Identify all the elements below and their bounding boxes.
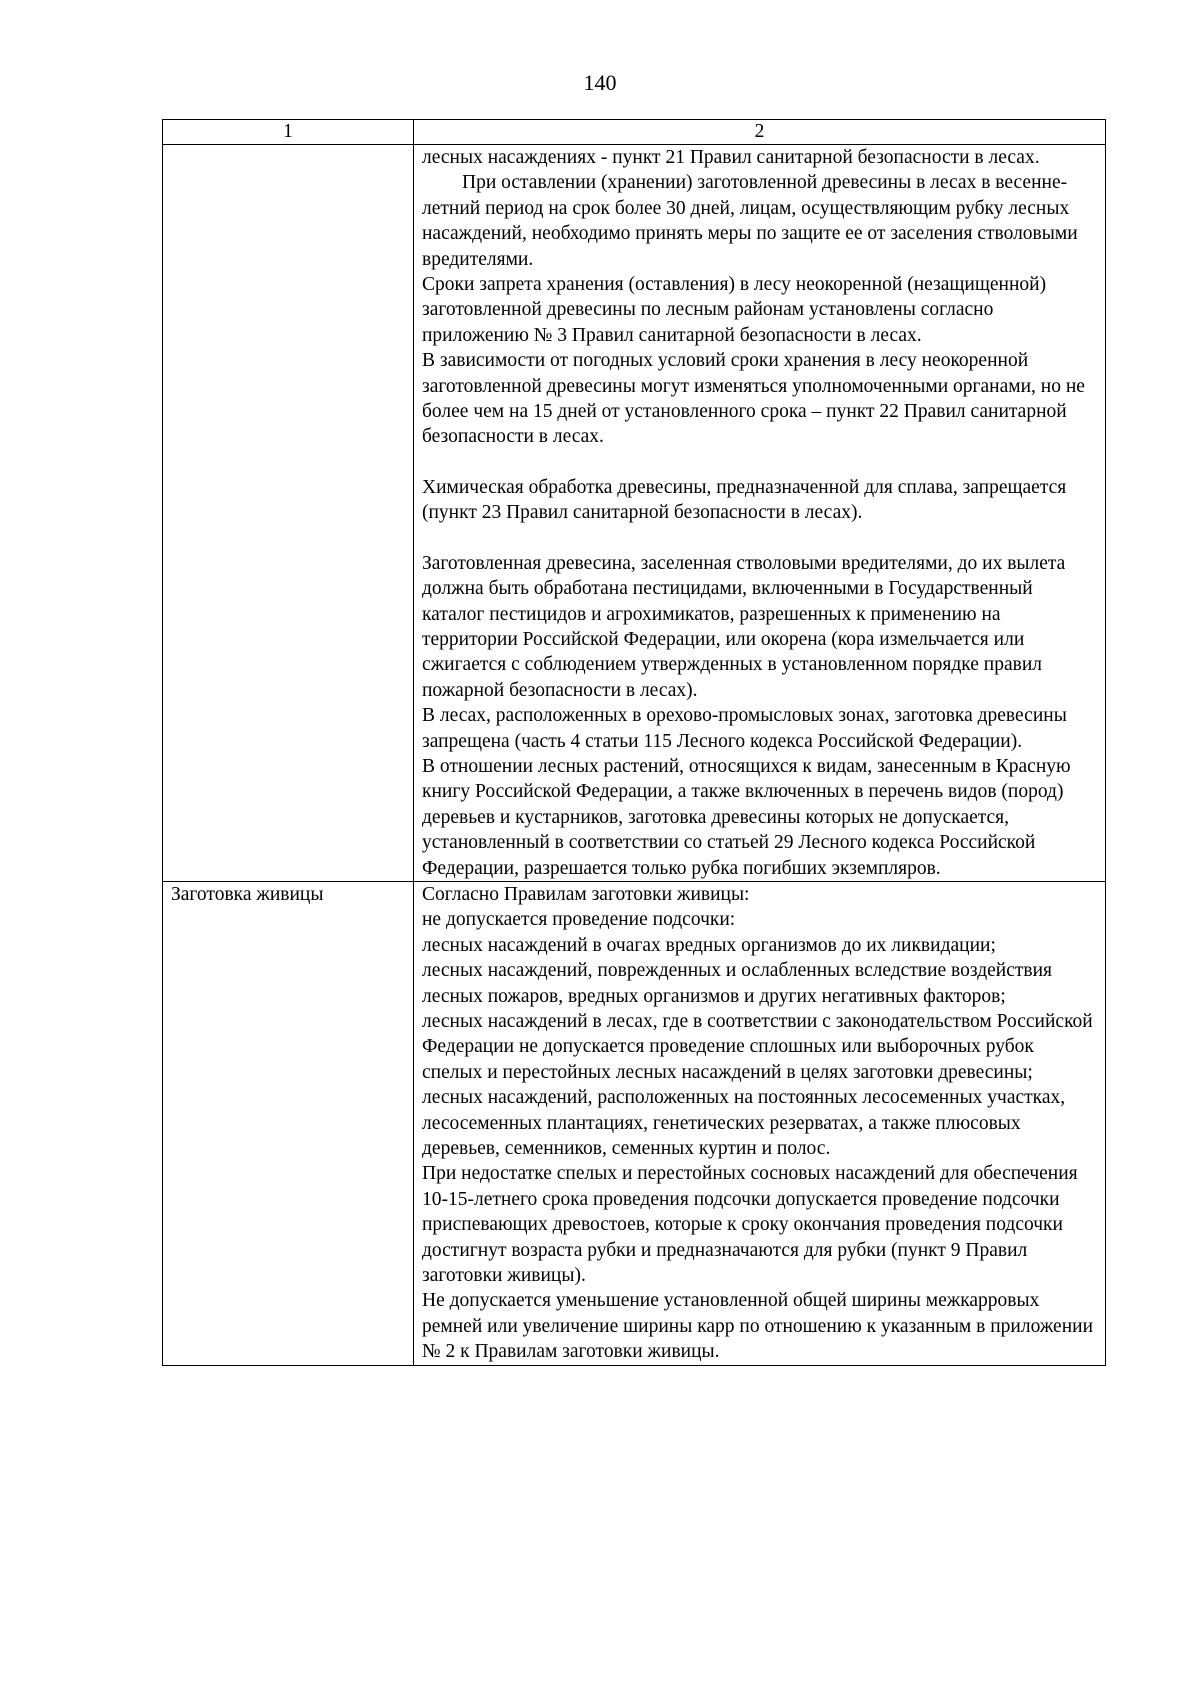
requirement-paragraph: лесных насаждений, поврежденных и ослабленных вследствие воздействия лесных пожаров, вредных организмов и других негативных факторов; — [422, 960, 1057, 1007]
requirement-paragraph: лесных насаждений, расположенных на постоянных лесосеменных участках, лесосеменных плантациях, генетических резерватах, а также плюсовых деревьев, семенников, семенных куртин и полос. — [422, 1087, 1071, 1160]
paragraph-spacer — [422, 526, 1097, 551]
requirement-paragraph: Не допускается уменьшение установленной общей ширины межкарровых ремней или увеличение ширины карр по отношению к указанным в приложении № 2 к Правилам заготовки живицы. — [422, 1290, 1098, 1363]
requirement-paragraph: Заготовленная древесина, заселенная стволовыми вредителями, до их вылета должна быть обработана пестицидами, включенными в Государственный каталог пестицидов и агрохимикатов, разрешенных к применению на территории Российской Федерации, или окорена (кора измельчается или сжигается с соблюдением утвержденных в установленном порядке правил пожарной безопасности в лесах). — [422, 552, 1071, 701]
requirement-paragraph: При недостатке спелых и перестойных сосновых насаждений для обеспечения 10-15-летнего срока проведения подсочки допускается проведение подсочки приспевающих древостоев, которые к сроку окончания проведения подсочки достигнут возраста рубки и предназначаются для рубки (пункт 9 Правил заготовки живицы). — [422, 1163, 1083, 1287]
column-header-1: 1 — [163, 120, 414, 145]
requirements-table — [162, 119, 1106, 1366]
requirement-paragraph: не допускается проведение подсочки: — [422, 909, 736, 931]
column-header-2: 2 — [414, 120, 1106, 145]
requirement-paragraph: Химическая обработка древесины, предназначенной для сплава, запрещается (пункт 23 Правил санитарной безопасности в лесах). — [422, 476, 1072, 524]
requirement-paragraph: В отношении лесных растений, относящихся к видам, занесенным в Красную книгу Российской Федерации, а также включенных в перечень видов (пород) деревьев и кустарников, заготовка древесины которых не допускается, установленный в соответствии со статьей 29 Лесного кодекса Российской Федерации, разрешается только рубка погибших экземпляров. — [422, 755, 1076, 879]
requirement-paragraph: лесных насаждений в очагах вредных организмов до их ликвидации; — [422, 934, 996, 956]
requirements-cell — [414, 145, 1106, 882]
table-header-row — [163, 120, 1106, 145]
requirement-paragraph: В зависимости от погодных условий сроки хранения в лесу неокоренной заготовленной древесины могут изменяться уполномоченными органами, но не более чем на 15 дней от установленного срока – пункт 22 Правил санитарной безопасности в лесах. — [422, 350, 1090, 448]
requirement-paragraph: При оставлении (хранении) заготовленной древесины в лесах в весенне-летний период на срок более 30 дней, лицам, осуществляющим рубку лесных насаждений, необходимо принять меры по защите ее от заселения стволовыми вредителями. — [422, 172, 1083, 270]
requirements-cell — [414, 881, 1106, 1365]
activity-cell: Заготовка живицы — [163, 881, 414, 1365]
page-number: 140 — [583, 70, 617, 95]
requirement-paragraph: лесных насаждениях - пункт 21 Правил санитарной безопасности в лесах. — [422, 147, 1040, 168]
paragraph-spacer — [422, 450, 1097, 475]
table-row — [163, 881, 1106, 1365]
requirement-paragraph: лесных насаждений в лесах, где в соответствии с законодательством Российской Федерации не допускается проведение сплошных или выборочных рубок спелых и перестойных лесных насаждений в целях заготовки древесины; — [422, 1011, 1098, 1083]
table-row — [163, 145, 1106, 882]
requirement-paragraph: В лесах, расположенных в орехово-промысловых зонах, заготовка древесины запрещена (часть 4 статьи 115 Лесного кодекса Российской Федерации). — [422, 705, 1072, 752]
requirement-paragraph: Согласно Правилам заготовки живицы: — [422, 883, 750, 905]
activity-cell — [163, 145, 414, 882]
requirement-paragraph: Сроки запрета хранения (оставления) в лесу неокоренной (незащищенной) заготовленной древесины по лесным районам установлены согласно приложению № 3 Правил санитарной безопасности в лесах. — [422, 274, 1051, 346]
